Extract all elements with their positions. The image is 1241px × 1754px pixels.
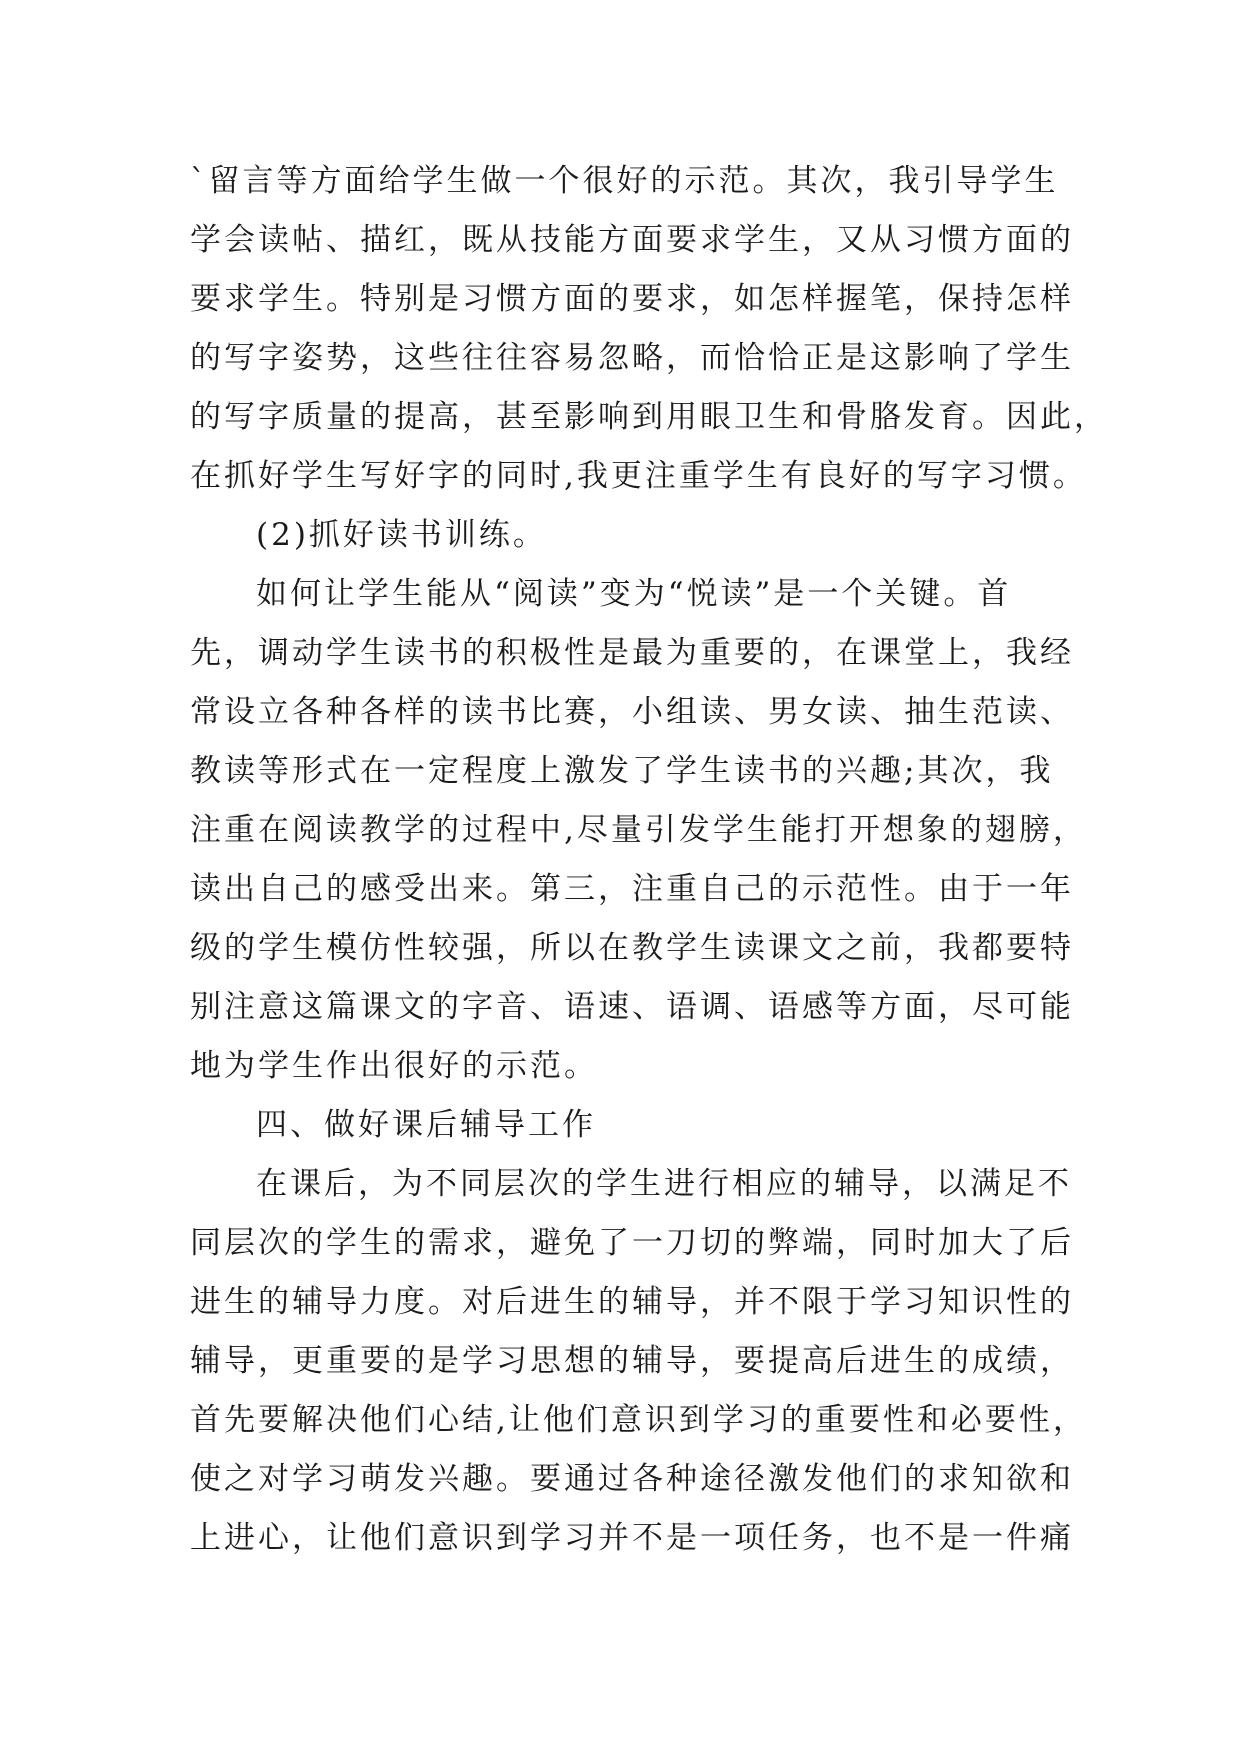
text-line: 使之对学习萌发兴趣。要通过各种途径激发他们的求知欲和	[190, 1461, 1074, 1497]
section-heading-tutoring: 四、做好课后辅导工作	[256, 1107, 596, 1143]
text-line: 常设立各种各样的读书比赛，小组读、男女读、抽生范读、	[190, 694, 1074, 730]
text-line: 别注意这篇课文的字音、语速、语调、语感等方面，尽可能	[190, 989, 1074, 1025]
text-line: `留言等方面给学生做一个很好的示范。其次，我引导学生	[190, 163, 1059, 199]
text-line: 同层次的学生的需求，避免了一刀切的弊端，同时加大了后	[190, 1225, 1074, 1261]
text-line: 先，调动学生读书的积极性是最为重要的，在课堂上，我经	[190, 635, 1074, 671]
text-line: 上进心，让他们意识到学习并不是一项任务，也不是一件痛	[190, 1520, 1074, 1556]
text-line: 读出自己的感受出来。第三，注重自己的示范性。由于一年	[190, 871, 1074, 907]
text-line: 的写字姿势，这些往往容易忽略，而恰恰正是这影响了学生	[190, 340, 1074, 376]
body-text	[190, 152, 1108, 1568]
subheading-reading-training: (2)抓好读书训练。	[256, 517, 547, 553]
text-line: 注重在阅读教学的过程中,尽量引发学生能打开想象的翅膀，	[190, 812, 1087, 848]
text-line: 的写字质量的提高，甚至影响到用眼卫生和骨胳发育。因此，	[190, 399, 1108, 435]
paragraph-start: 在课后，为不同层次的学生进行相应的辅导，以满足不	[256, 1166, 1072, 1202]
text-line: 要求学生。特别是习惯方面的要求，如怎样握笔，保持怎样	[190, 281, 1074, 317]
text-line: 学会读帖、描红，既从技能方面要求学生，又从习惯方面的	[190, 222, 1074, 258]
text-line: 地为学生作出很好的示范。	[190, 1048, 598, 1084]
text-line: 辅导，更重要的是学习思想的辅导，要提高后进生的成绩，	[190, 1343, 1074, 1379]
paragraph-start: 如何让学生能从“阅读”变为“悦读”是一个关键。首	[256, 576, 1012, 612]
text-line: 级的学生模仿性较强，所以在教学生读课文之前，我都要特	[190, 930, 1074, 966]
text-line: 首先要解决他们心结,让他们意识到学习的重要性和必要性，	[190, 1402, 1087, 1438]
text-line: 在抓好学生写好字的同时,我更注重学生有良好的写字习惯。	[190, 458, 1087, 494]
text-line: 教读等形式在一定程度上激发了学生读书的兴趣;其次，我	[190, 753, 1054, 789]
text-line: 进生的辅导力度。对后进生的辅导，并不限于学习知识性的	[190, 1284, 1074, 1320]
